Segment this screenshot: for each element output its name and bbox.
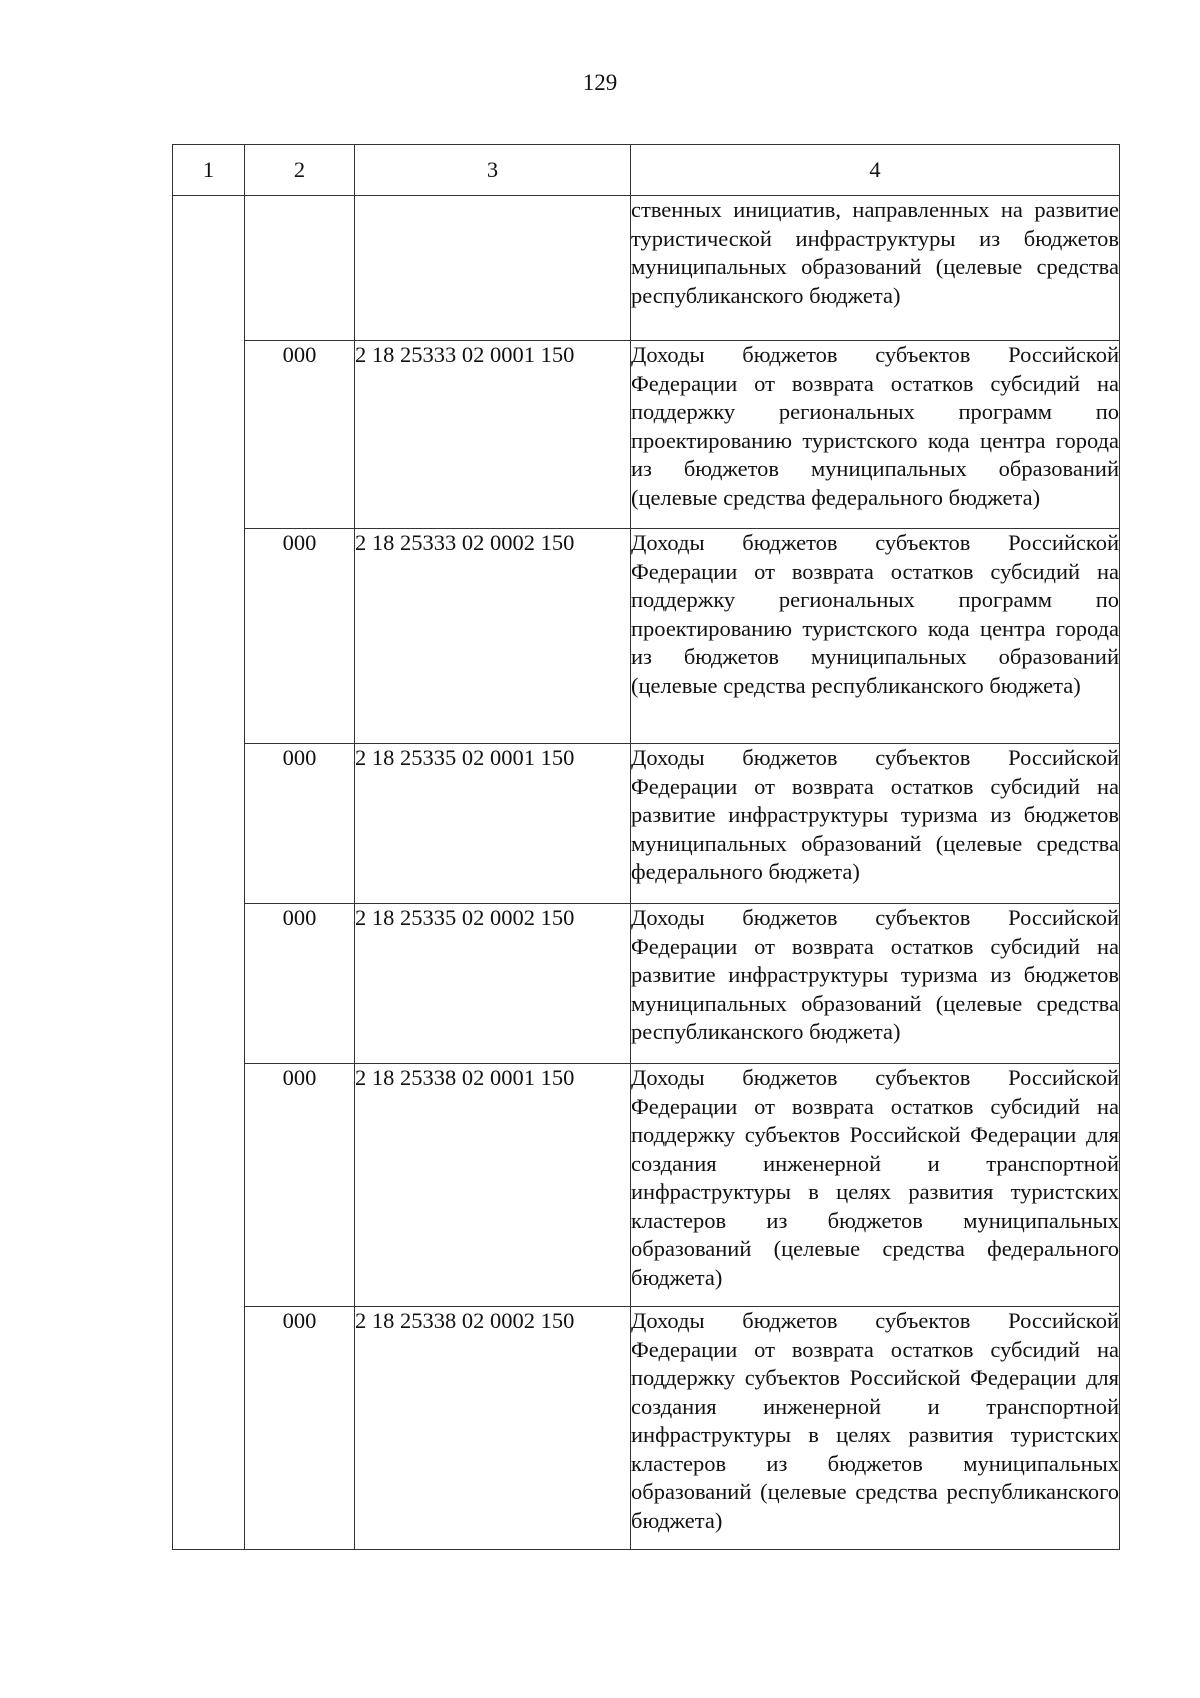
table-row <box>173 341 1120 529</box>
kbk-cell: 2 18 25338 02 0001 150 <box>355 1064 631 1307</box>
code-cell: 000 <box>245 529 355 744</box>
description-cell: Доходы бюджетов субъектов Российской Федерации от возврата остатков субсидий на развитие инфраструктуры туризма из бюджетов муниципальных образований (целевые средства республиканского бюджета) <box>631 904 1120 1064</box>
description-cell: Доходы бюджетов субъектов Российской Федерации от возврата остатков субсидий на поддержку субъектов Российской Федерации для создания инженерной и транспортной инфраструктуры в целях развития туристских кластеров из бюджетов муниципальных образований (целевые средства республиканского бюджета) <box>631 1307 1120 1550</box>
column-header-2: 2 <box>245 145 355 196</box>
description-cell: Доходы бюджетов субъектов Российской Федерации от возврата остатков субсидий на поддержку региональных программ по проектированию туристского кода центра города из бюджетов муниципальных образований (целевые средства республиканского бюджета) <box>631 529 1120 744</box>
table-header <box>173 145 1120 196</box>
table-row <box>173 1307 1120 1550</box>
code-cell: 000 <box>245 1307 355 1550</box>
code-cell: 000 <box>245 904 355 1064</box>
kbk-cell: 2 18 25333 02 0002 150 <box>355 529 631 744</box>
description-cell: ственных инициатив, направленных на развитие туристической инфраструктуры из бюджетов муниципальных образований (целевые средства республиканского бюджета) <box>631 196 1120 341</box>
column-header-3: 3 <box>355 145 631 196</box>
header-row <box>173 145 1120 196</box>
page-number: 129 <box>582 70 618 95</box>
description-cell: Доходы бюджетов субъектов Российской Федерации от возврата остатков субсидий на развитие инфраструктуры туризма из бюджетов муниципальных образований (целевые средства федерального бюджета) <box>631 744 1120 904</box>
code-cell <box>245 196 355 341</box>
revenue-codes-table <box>172 144 1120 1550</box>
code-cell: 000 <box>245 744 355 904</box>
kbk-cell: 2 18 25338 02 0002 150 <box>355 1307 631 1550</box>
description-cell: Доходы бюджетов субъектов Российской Федерации от возврата остатков субсидий на поддержку региональных программ по проектированию туристского кода центра города из бюджетов муниципальных образований (целевые средства федерального бюджета) <box>631 341 1120 529</box>
table-row-continuation <box>173 196 1120 341</box>
table-row <box>173 529 1120 744</box>
table-row <box>173 904 1120 1064</box>
kbk-cell: 2 18 25335 02 0001 150 <box>355 744 631 904</box>
column-header-4: 4 <box>631 145 1120 196</box>
kbk-cell <box>355 196 631 341</box>
column-header-1: 1 <box>173 145 245 196</box>
description-cell: Доходы бюджетов субъектов Российской Федерации от возврата остатков субсидий на поддержку субъектов Российской Федерации для создания инженерной и транспортной инфраструктуры в целях развития туристских кластеров из бюджетов муниципальных образований (целевые средства федерального бюджета) <box>631 1064 1120 1307</box>
kbk-cell: 2 18 25335 02 0002 150 <box>355 904 631 1064</box>
table-row <box>173 744 1120 904</box>
kbk-cell: 2 18 25333 02 0001 150 <box>355 341 631 529</box>
table-body <box>173 196 1120 1550</box>
table-row <box>173 1064 1120 1307</box>
code-cell: 000 <box>245 1064 355 1307</box>
column-1-cell <box>173 196 245 1550</box>
code-cell: 000 <box>245 341 355 529</box>
